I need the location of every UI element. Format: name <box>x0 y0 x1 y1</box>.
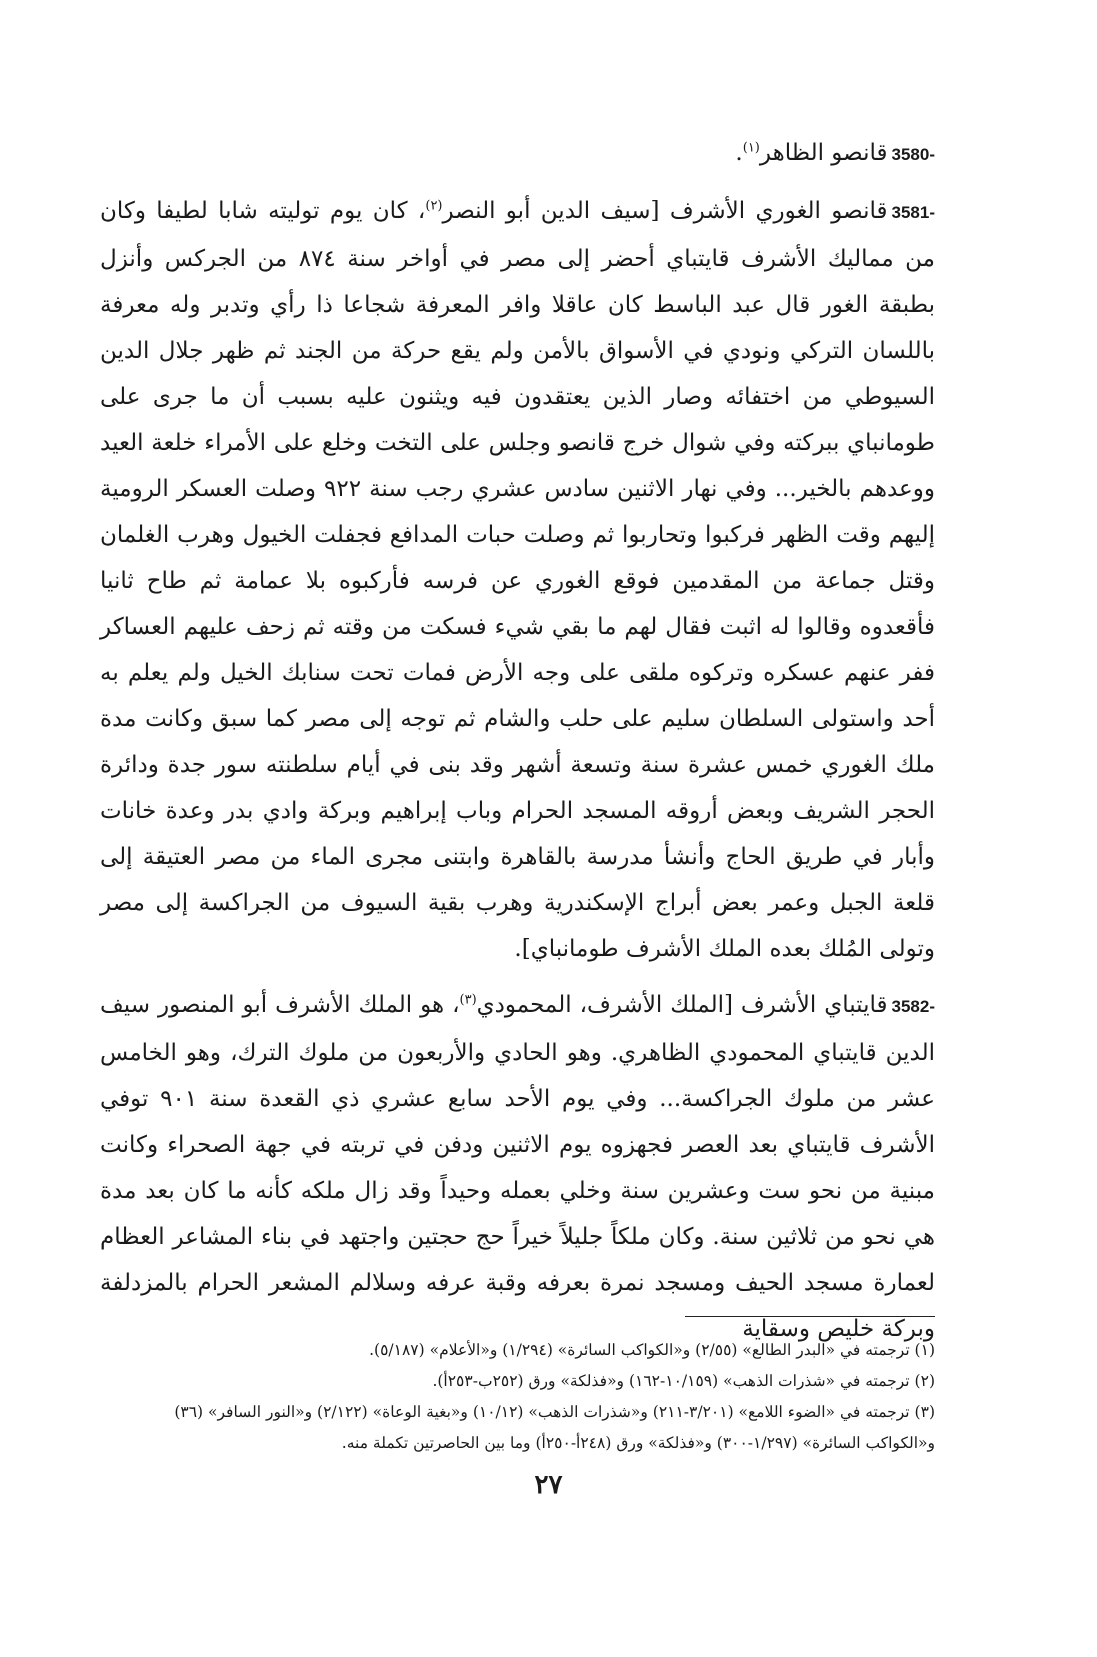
entry-number: 3580- <box>891 145 935 164</box>
footnote-3: (٣) ترجمته في «الضوء اللامع» (٣/٢٠١-٢١١) و«شذرات الذهب» (١٠/١٢) و«بغية الوعاة» (٢/١٢٢) و«النور السافر» (٣٦) و«الكواكب السائرة» (١/٢٩٧-٣٠٠) و«فذلكة» ورق (٢٤٨أ-٢٥٠أ) وما بين الحاصرتين تكملة منه. <box>174 1403 935 1452</box>
footnote-2: (٢) ترجمته في «شذرات الذهب» (١٠/١٥٩-١٦٢) و«فذلكة» ورق (٢٥٢ب-٢٥٣أ). <box>432 1372 935 1390</box>
entry-number: 3581- <box>891 203 935 222</box>
entry-heading: قانصو الغوري الأشرف [سيف الدين أبو النصر <box>442 198 888 224</box>
entry-3581 <box>100 188 935 972</box>
main-text <box>100 130 935 1362</box>
footnote-ref: (٢) <box>425 198 443 214</box>
footnote-ref: (١) <box>742 140 760 156</box>
footnote-1: (١) ترجمته في «البدر الطالع» (٢/٥٥) و«الكواكب السائرة» (١/٢٩٤) و«الأعلام» (٥/١٨٧). <box>369 1341 935 1359</box>
page-number: ٢٧ <box>534 1470 563 1500</box>
entry-number: 3582- <box>891 997 935 1016</box>
footnote-ref: (٣) <box>459 992 477 1008</box>
entry-3580 <box>100 130 935 178</box>
entry-3582 <box>100 982 935 1352</box>
footnote-separator <box>685 1316 935 1317</box>
entry-text: ، هو الملك الأشرف أبو المنصور سيف الدين قايتباي المحمودي الظاهري. وهو الحادي والأربعون من ملوك الترك، وهو الخامس عشر من ملوك الجراكسة... وفي يوم الأحد سابع عشري ذي القعدة سنة ٩٠١ توفي الأشرف قايتباي بعد العصر فجهزوه يوم الاثنين ودفن في تربته في جهة الصحراء وكانت مبنية من نحو ست وعشرين سنة وخلي بعمله وحيداً وقد زال ملكه كأنه ما كان بعد مدة هي نحو من ثلاثين سنة. وكان ملكاً جليلاً خيراً حج حجتين واجتهد في بناء المشاعر العظام لعمارة مسجد الحيف ومسجد نمرة بعرفه وقبة عرفه وسلالم المشعر الحرام بالمزدلفة وبركة خليص وسقاية <box>100 992 935 1342</box>
entry-heading: قايتباي الأشرف [الملك الأشرف، المحمودي <box>476 992 888 1018</box>
entry-text: . <box>735 140 743 166</box>
entry-heading: قانصو الظاهر <box>759 140 888 166</box>
entry-text: ، كان يوم توليته شابا لطيفا وكان من مماليك الأشرف قايتباي أحضر إلى مصر في أواخر سنة ٨٧٤ من الجركس وأنزل بطبقة الغور قال عبد الباسط كان عاقلا وافر المعرفة شجاعا ذا رأي وتدبر وله معرفة باللسان التركي ونودي في الأسواق بالأمن ولم يقع حركة من الجند ثم ظهر جلال الدين السيوطي من اختفائه وصار الذين يعتقدون فيه ويثنون عليه بسبب أن ما جرى على طومانباي ببركته وفي شوال خرج قانصو وجلس على التخت وخلع على الأمراء خلعة العيد ووعدهم بالخير... وفي نهار الاثنين سادس عشري رجب سنة ٩٢٢ وصلت العسكر الرومية إليهم وقت الظهر فركبوا وتحاربوا ثم وصلت حبات المدافع فجفلت الخيول وهرب الغلمان وقتل جماعة من المقدمين فوقع الغوري عن فرسه فأركبوه بلا عمامة ثم طاح ثانيا فأقعدوه وقالوا له اثبت فقال لهم ما بقي شيء فسكت من وقته ثم زحف عليهم العساكر ففر عنهم عسكره وتركوه ملقى على وجه الأرض فمات تحت سنابك الخيل ولم يعلم به أحد واستولى السلطان سليم على حلب والشام ثم توجه إلى مصر كما سبق وكانت مدة ملك الغوري خمس عشرة سنة وتسعة أشهر وقد بنى في أيام سلطنته سور جدة ودائرة الحجر الشريف وبعض أروقه المسجد الحرام وباب إبراهيم وبركة وادي بدر وعدة خانات وأبار في طريق الحاج وأنشأ مدرسة بالقاهرة وابتنى مجرى الماء من مصر العتيقة إلى قلعة الجبل وعمر بعض أبراج الإسكندرية وهرب بقية السيوف من الجراكسة إلى مصر وتولى المُلك بعده الملك الأشرف طومانباي]. <box>100 198 935 962</box>
footnotes <box>100 1335 935 1459</box>
